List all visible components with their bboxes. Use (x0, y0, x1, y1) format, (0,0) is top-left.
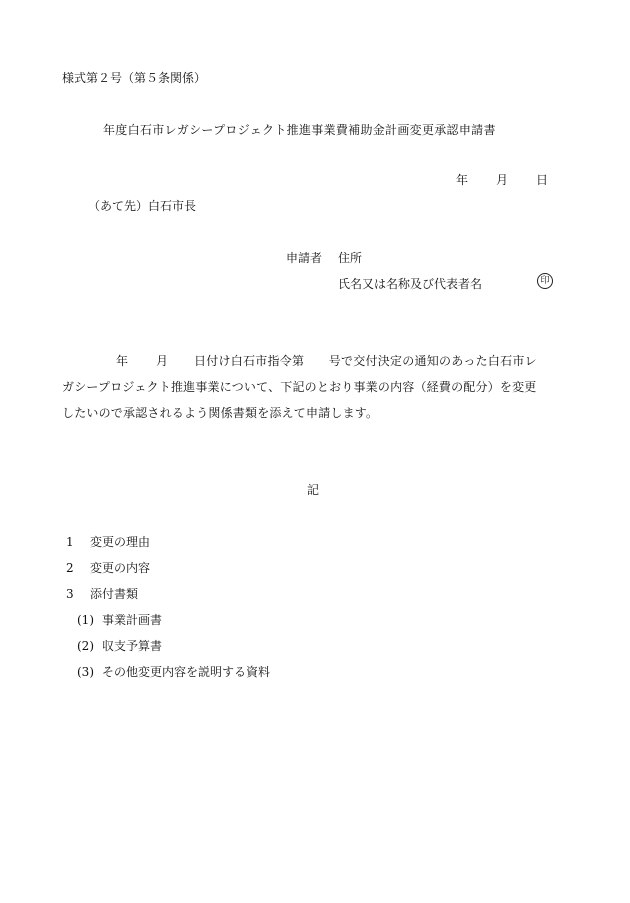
addressee: （あて先）白石市長 (88, 199, 197, 213)
attachment-number: (1) (77, 613, 94, 627)
item-number: 1 (66, 535, 74, 549)
attachment-text: その他変更内容を説明する資料 (102, 665, 271, 679)
applicant-label: 申請者 (286, 251, 323, 265)
item-number: 2 (66, 561, 74, 575)
address-label: 住所 (338, 251, 363, 265)
item-number: 3 (66, 587, 74, 601)
item-text: 変更の理由 (90, 535, 151, 549)
ki-heading: 記 (307, 483, 320, 497)
attachment-text: 事業計画書 (102, 613, 163, 627)
document-title: 年度白石市レガシープロジェクト推進事業費補助金計画変更承認申請書 (103, 123, 496, 137)
body-line-1: 日付け白石市指令第 号で交付決定の通知のあった白石市レ (194, 354, 537, 368)
body-line-3: したいので承認されるよう関係書類を添えて申請します。 (62, 406, 379, 420)
attachment-number: (2) (77, 639, 94, 653)
date-month: 月 (496, 173, 509, 187)
body-line-2: ガシープロジェクト推進事業について、下記のとおり事業の内容（経費の配分）を変更 (62, 380, 537, 394)
body-year: 年 (116, 354, 129, 368)
name-label: 氏名又は名称及び代表者名 (338, 277, 483, 291)
item-text: 変更の内容 (90, 561, 151, 575)
seal-mark: 印 (537, 273, 553, 289)
attachment-text: 収支予算書 (102, 639, 163, 653)
body-month: 月 (156, 354, 169, 368)
attachment-number: (3) (77, 665, 94, 679)
item-text: 添付書類 (90, 587, 139, 601)
date-year: 年 (456, 173, 469, 187)
date-day: 日 (536, 173, 549, 187)
form-number: 様式第２号（第５条関係） (62, 71, 207, 85)
